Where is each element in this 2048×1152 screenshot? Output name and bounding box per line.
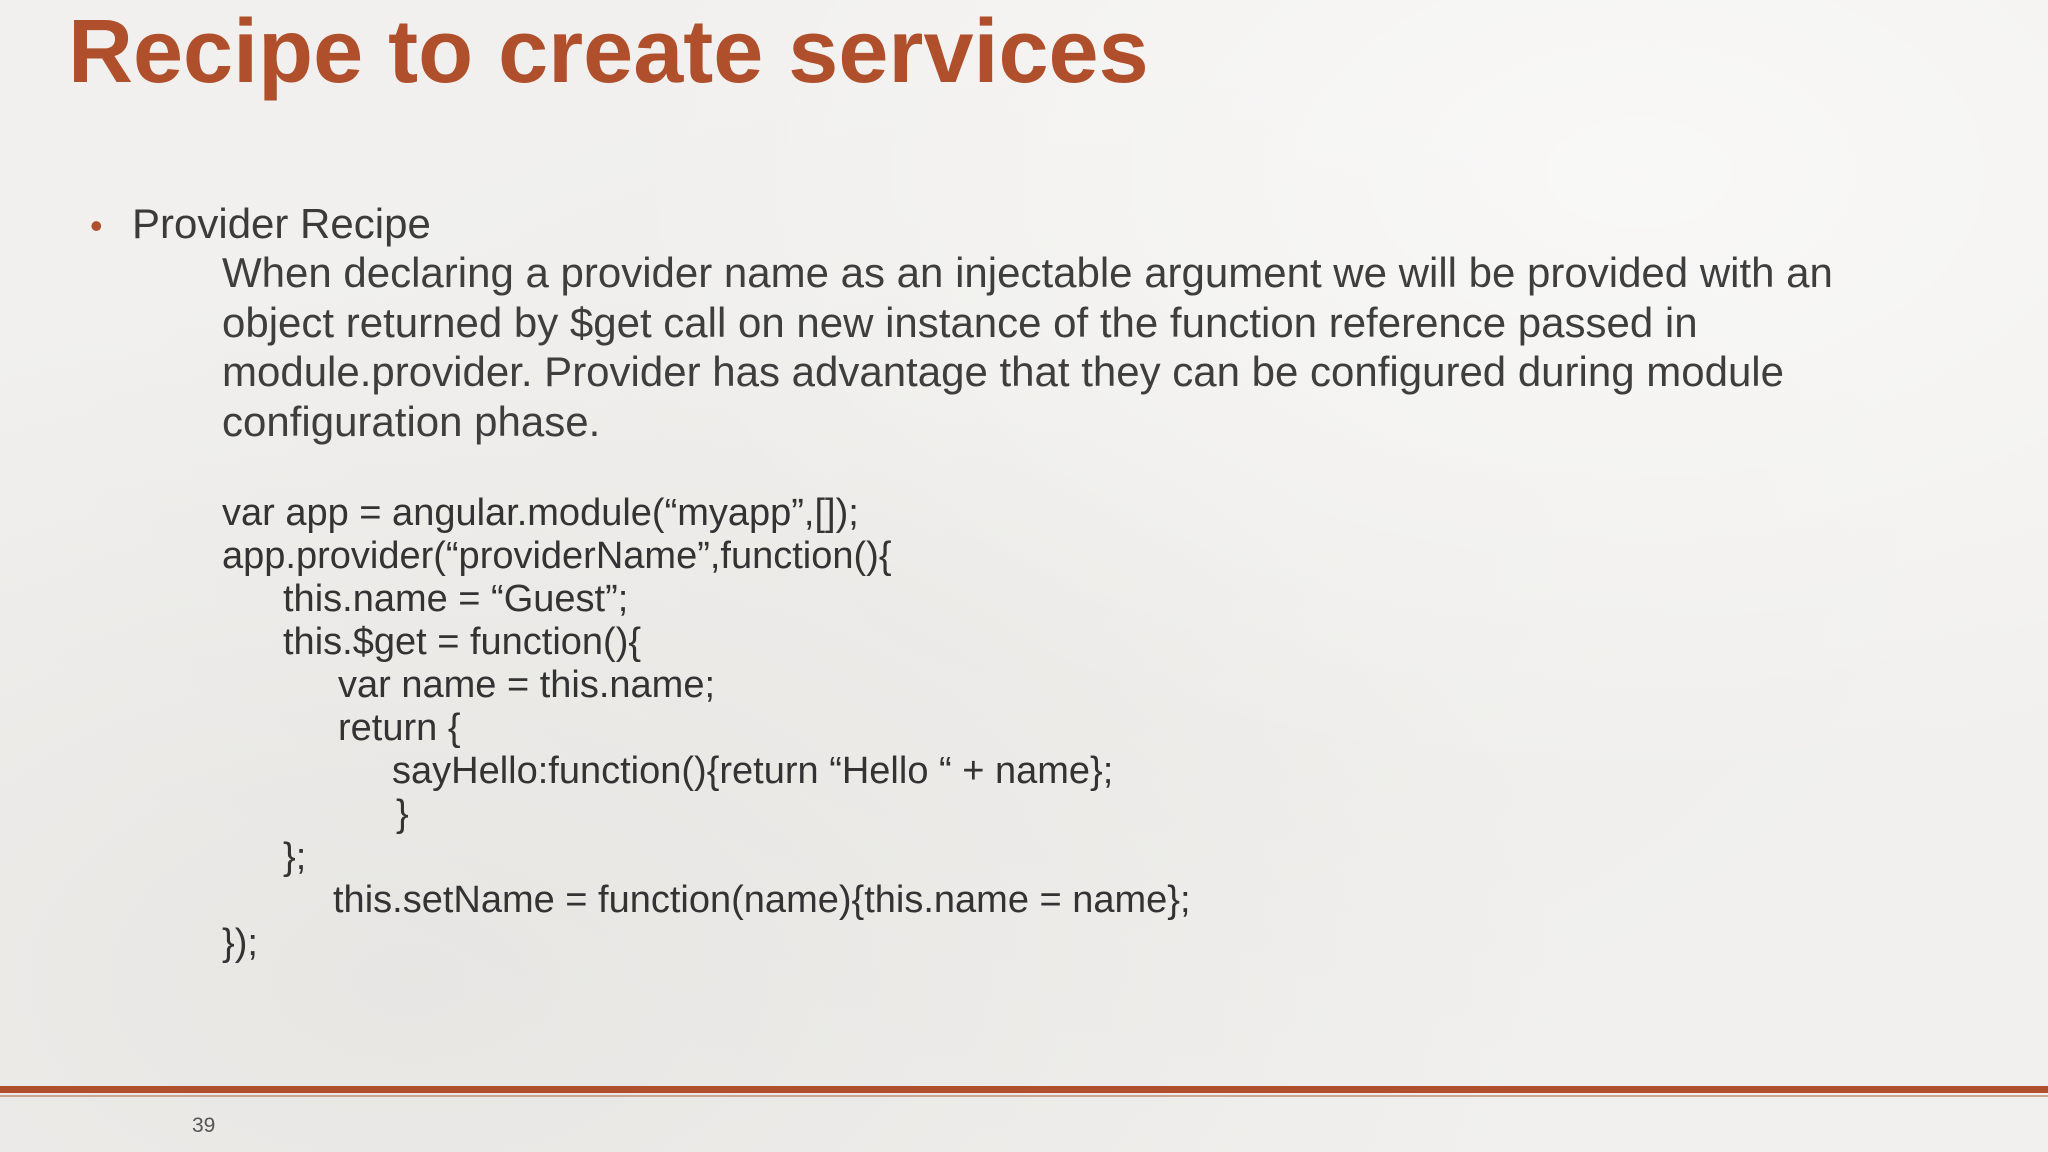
footer-divider	[0, 1086, 2048, 1093]
code-line: var name = this.name;	[338, 664, 716, 706]
code-line: app.provider(“providerName”,function(){	[222, 535, 892, 577]
bullet-marker: •	[90, 205, 103, 246]
code-line: var app = angular.module(“myapp”,[]);	[222, 492, 859, 534]
bullet-item	[90, 198, 431, 252]
bullet-heading: Provider Recipe	[132, 200, 431, 247]
provider-description: When declaring a provider name as an injectable argument we will be provided with an object returned by $get call on new instance of the function reference passed in module.provider. Provider has advantage that they can be configured during module configuration phase.	[222, 249, 1833, 445]
code-line: this.setName = function(name){this.name = name};	[333, 879, 1191, 921]
code-line: });	[222, 922, 258, 964]
code-line: this.name = “Guest”;	[283, 578, 629, 620]
code-line: return {	[338, 707, 461, 749]
code-line: this.$get = function(){	[283, 621, 642, 663]
slide-title: Recipe to create services	[68, 2, 1149, 102]
code-line: sayHello:function(){return “Hello “ + name};	[392, 750, 1114, 792]
code-line: };	[283, 836, 307, 878]
code-line: }	[396, 793, 409, 835]
footer-divider-secondary	[0, 1095, 2048, 1097]
page-number: 39	[192, 1114, 216, 1137]
